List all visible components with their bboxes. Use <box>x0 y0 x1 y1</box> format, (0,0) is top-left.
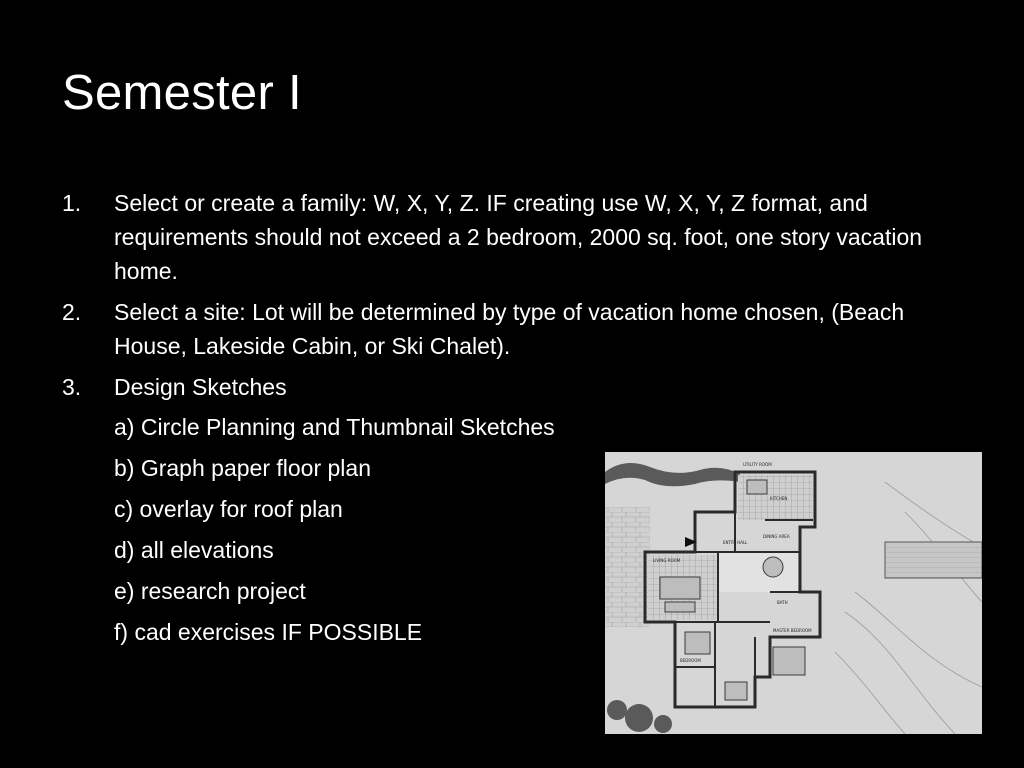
sub-item-d: d) all elevations <box>114 537 274 563</box>
sub-item-f: f) cad exercises IF POSSIBLE <box>114 619 423 645</box>
label-bedroom: BEDROOM <box>680 658 701 663</box>
list-item <box>62 186 962 288</box>
label-utility: UTILITY ROOM <box>743 462 772 467</box>
list-item-text: Select or create a family: W, X, Y, Z. IF creating use W, X, Y, Z format, and requirements should not exceed a 2 bedroom, 2000 sq. foot, one story vacation home. <box>114 190 923 284</box>
numbered-list <box>62 186 962 411</box>
list-item <box>62 370 962 404</box>
sub-item-e: e) research project <box>114 578 306 604</box>
floor-plan-photo <box>605 452 982 734</box>
list-item <box>62 295 962 363</box>
sub-item-c: c) overlay for roof plan <box>114 496 343 522</box>
list-item-number: 2. <box>62 299 82 325</box>
list-item-text: Design Sketches <box>114 374 287 400</box>
list-item-text: Select a site: Lot will be determined by type of vacation home chosen, (Beach House, Lakeside Cabin, or Ski Chalet). <box>114 299 905 359</box>
sub-item-a: a) Circle Planning and Thumbnail Sketches <box>114 414 555 440</box>
list-item-number: 3. <box>62 374 82 400</box>
label-kitchen: KITCHEN <box>770 496 788 501</box>
label-entry: ENTRY HALL <box>723 540 748 545</box>
label-master: MASTER BEDROOM <box>773 628 812 633</box>
label-living: LIVING ROOM <box>653 558 681 563</box>
stone-patio <box>605 507 650 627</box>
sub-item-b: b) Graph paper floor plan <box>114 455 371 481</box>
hall-floor <box>718 552 798 592</box>
label-dining: DINING AREA <box>763 534 790 539</box>
floor-plan-drawing <box>605 452 982 734</box>
list-item-number: 1. <box>62 190 82 216</box>
label-bath: BATH <box>777 600 788 605</box>
deck <box>885 542 982 578</box>
slide-title: Semester I <box>62 66 302 120</box>
